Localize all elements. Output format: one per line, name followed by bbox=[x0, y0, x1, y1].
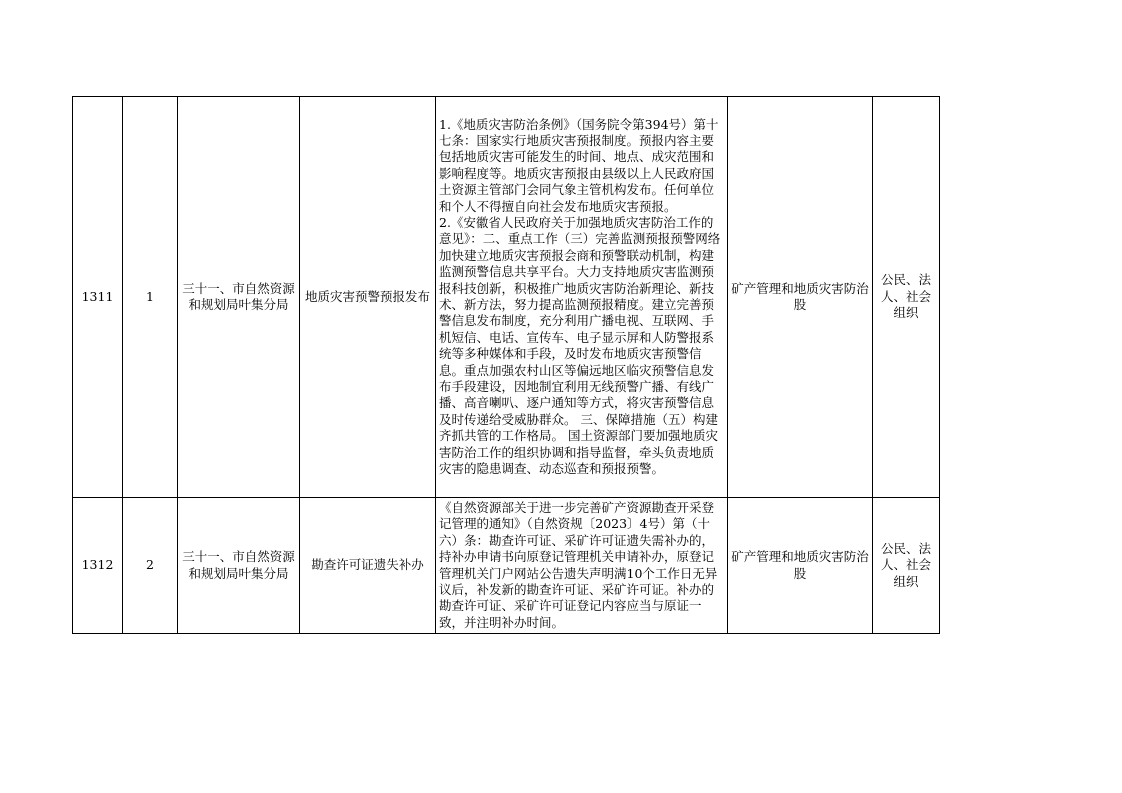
matters-table bbox=[72, 96, 940, 634]
responsible-office-cell: 矿产管理和地质灾害防治股 bbox=[728, 498, 873, 634]
row-number-cell: 1312 bbox=[73, 498, 123, 634]
sequence-cell: 2 bbox=[123, 498, 178, 634]
responsible-office-cell: 矿产管理和地质灾害防治股 bbox=[728, 97, 873, 498]
legal-basis-cell bbox=[436, 97, 728, 498]
table-row bbox=[73, 97, 940, 498]
department-cell: 三十一、市自然资源和规划局叶集分局 bbox=[178, 97, 300, 498]
legal-basis-paragraph: 2.《安徽省人民政府关于加强地质灾害防治工作的意见》：二、重点工作（三）完善监测预报预警网络 加快建立地质灾害预报会商和预警联动机制，构建监测预警信息共享平台。大力支持地质灾害监测预报科技创新，积极推广地质灾害防治新理论、新技术、新方法，努力提高监测预报精度。建立完善预警信息发布制度，充分利用广播电视、互联网、手机短信、电话、宣传车、电子显示屏和人防警报系统等多种媒体和手段，及时发布地质灾害预警信息。重点加强农村山区等偏远地区临灾预警信息发布手段建设，因地制宜利用无线预警广播、有线广播、高音喇叭、逐户通知等方式，将灾害预警信息及时传递给受威胁群众。 三、保障措施（五）构建齐抓共管的工作格局。 国土资源部门要加强地质灾害防治工作的组织协调和指导监督，牵头负责地质灾害的隐患调查、动态巡查和预报预警。 bbox=[439, 214, 721, 477]
legal-basis-cell bbox=[436, 498, 728, 634]
legal-basis-paragraph: 1.《地质灾害防治条例》（国务院令第394号）第十七条：国家实行地质灾害预报制度。预报内容主要包括地质灾害可能发生的时间、地点、成灾范围和影响程度等。地质灾害预报由县级以上人民政府国土资源主管部门会同气象主管机构发布。任何单位和个人不得擅自向社会发布地质灾害预报。 bbox=[439, 116, 719, 214]
department-cell: 三十一、市自然资源和规划局叶集分局 bbox=[178, 498, 300, 634]
item-name-cell: 地质灾害预警预报发布 bbox=[300, 97, 436, 498]
sequence-cell: 1 bbox=[123, 97, 178, 498]
legal-basis-paragraph: 《自然资源部关于进一步完善矿产资源勘查开采登记管理的通知》（自然资规〔2023〕4号）第（十六）条：勘查许可证、采矿许可证遗失需补办的，持补办申请书向原登记管理机关申请补办，原登记管理机关门户网站公告遗失声明满10个工作日无异议后，补发新的勘查许可证、采矿许可证。补办的勘查许可证、采矿许可证登记内容应当与原证一致，并注明补办时间。 bbox=[439, 499, 718, 630]
service-target-cell: 公民、法人、社会组织 bbox=[873, 97, 940, 498]
table-row bbox=[73, 498, 940, 634]
service-target-cell: 公民、法人、社会组织 bbox=[873, 498, 940, 634]
item-name-cell: 勘查许可证遗失补办 bbox=[300, 498, 436, 634]
row-number-cell: 1311 bbox=[73, 97, 123, 498]
